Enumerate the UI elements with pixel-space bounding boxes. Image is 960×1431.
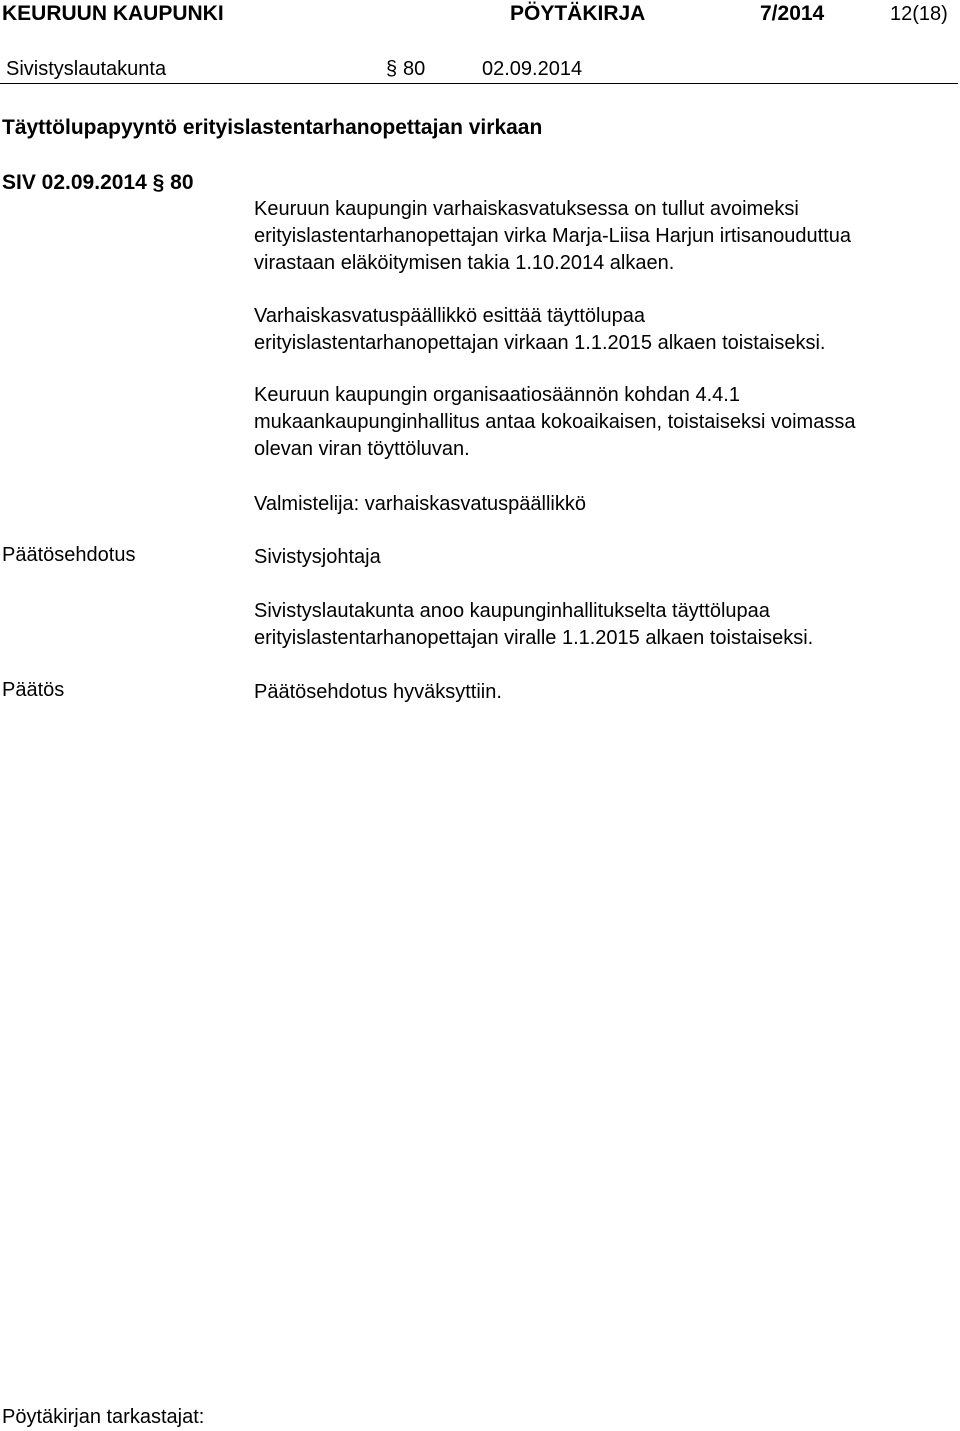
meeting-date: 02.09.2014 (482, 58, 583, 80)
text-line: virastaan eläköitymisen takia 1.10.2014 alkaen. (254, 252, 675, 274)
decision-text (254, 679, 954, 706)
checkers-label: Pöytäkirjan tarkastajat: (2, 1406, 205, 1428)
item-reference: SIV 02.09.2014 § 80 (2, 171, 194, 194)
text-line: mukaankaupunginhallitus antaa kokoaikaisen, toistaiseksi voimassa (254, 411, 856, 433)
text-line: Valmistelija: varhaiskasvatuspäällikkö (254, 493, 586, 515)
proposal-text (254, 598, 954, 652)
header-divider (0, 83, 958, 84)
proposal-label: Päätösehdotus (2, 544, 136, 566)
text-line: erityislastentarhanopettajan virkaan 1.1.2015 alkaen toistaiseksi. (254, 332, 826, 354)
text-line: Keuruun kaupungin varhaiskasvatuksessa on tullut avoimeksi (254, 198, 799, 220)
proposal-by (254, 544, 954, 571)
doc-type: PÖYTÄKIRJA (510, 2, 646, 25)
text-line: Keuruun kaupungin organisaatiosäännön kohdan 4.4.1 (254, 384, 740, 406)
paragraph-intro (254, 196, 954, 277)
text-line: erityislastentarhanopettajan virka Marja-Liisa Harjun irtisanouduttua (254, 225, 851, 247)
text-line: olevan viran töyttöluvan. (254, 438, 470, 460)
text-line: Sivistyslautakunta anoo kaupunginhallitukselta täyttölupaa (254, 600, 770, 622)
text-line: Varhaiskasvatuspäällikkö esittää täyttölupaa (254, 305, 645, 327)
section-sign: § (386, 58, 398, 80)
text-line: erityislastentarhanopettajan viralle 1.1.2015 alkaen toistaiseksi. (254, 627, 814, 649)
text-line: Päätösehdotus hyväksyttiin. (254, 681, 502, 703)
doc-number: 7/2014 (760, 2, 825, 25)
preparer-line (254, 491, 954, 518)
item-title: Täyttölupapyyntö erityislastentarhanopettajan virkaan (2, 116, 543, 139)
board-name: Sivistyslautakunta (6, 58, 167, 80)
text-line: Sivistysjohtaja (254, 546, 381, 568)
paragraph-regulation (254, 382, 954, 463)
paragraph-proposal-request (254, 303, 954, 357)
decision-label: Päätös (2, 679, 65, 701)
section-number: 80 (403, 58, 426, 80)
org-name: KEURUUN KAUPUNKI (2, 2, 224, 25)
page-number: 12(18) (890, 3, 948, 25)
